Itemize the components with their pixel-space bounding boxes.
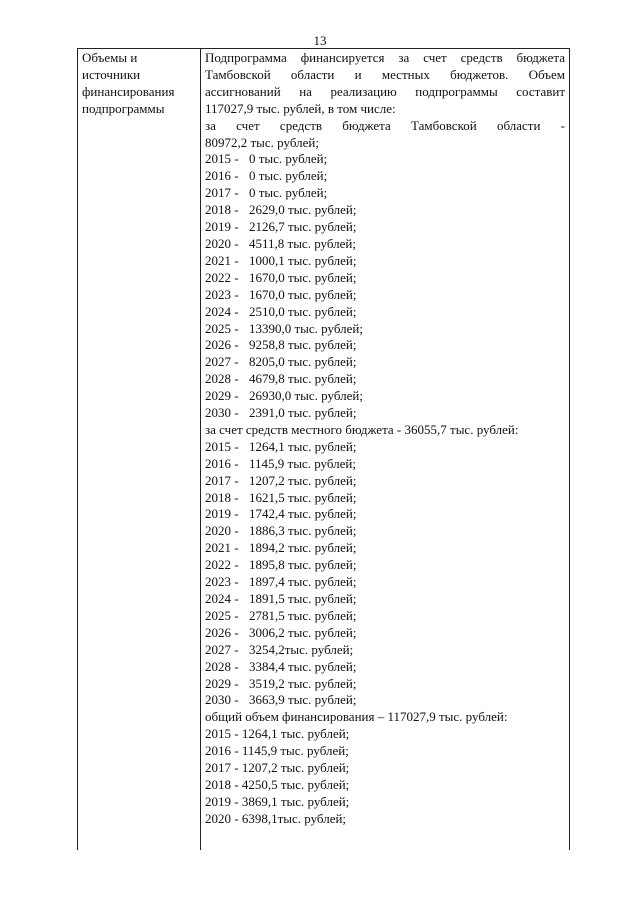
amount-value: 2126,7 тыс. рублей; xyxy=(249,219,357,235)
year-label: 2025 - xyxy=(205,607,239,623)
year-label: 2017 - xyxy=(205,185,239,201)
amount-value: 1894,2 тыс. рублей; xyxy=(249,540,357,556)
amount-value: 13390,0 тыс. рублей; xyxy=(249,320,363,336)
year-label: 2024 - xyxy=(205,303,239,319)
total-financing-list xyxy=(205,726,565,827)
local-budget-item xyxy=(205,506,565,523)
year-label: 2020 - xyxy=(205,235,239,251)
year-label: 2016 - xyxy=(205,168,239,184)
local-budget-item xyxy=(205,591,565,608)
year-label: 2019 - xyxy=(205,506,239,522)
row-label-line: источники xyxy=(82,66,141,82)
amount-value: 2510,0 тыс. рублей; xyxy=(249,303,357,319)
year-label: 2021 - xyxy=(205,252,239,268)
regional-budget-item xyxy=(205,185,565,202)
amount-value: 4679,8 тыс. рублей; xyxy=(249,371,357,387)
amount-value: 1670,0 тыс. рублей; xyxy=(249,286,357,302)
local-budget-item xyxy=(205,642,565,659)
local-budget-item xyxy=(205,608,565,625)
intro-line: ассигнований на реализацию подпрограммы составит xyxy=(205,83,565,99)
year-label: 2030 - xyxy=(205,405,239,421)
year-label: 2022 - xyxy=(205,557,239,573)
regional-budget-item xyxy=(205,151,565,168)
intro-line: 117027,9 тыс. рублей, в том числе: xyxy=(205,100,396,116)
regional-budget-item xyxy=(205,388,565,405)
local-budget-item xyxy=(205,439,565,456)
amount-value: 1670,0 тыс. рублей; xyxy=(249,269,357,285)
amount-value: 2391,0 тыс. рублей; xyxy=(249,405,357,421)
regional-budget-item xyxy=(205,405,565,422)
amount-value: 1621,5 тыс. рублей; xyxy=(249,489,357,505)
amount-value: 1742,4 тыс. рублей; xyxy=(249,506,357,522)
amount-value: 9258,8 тыс. рублей; xyxy=(249,337,357,353)
total-financing-item: 2019 - 3869,1 тыс. рублей; xyxy=(205,793,350,809)
year-label: 2018 - xyxy=(205,489,239,505)
year-label: 2026 - xyxy=(205,624,239,640)
amount-value: 3254,2тыс. рублей; xyxy=(249,641,354,657)
year-label: 2029 - xyxy=(205,675,239,691)
year-label: 2016 - xyxy=(205,455,239,471)
amount-value: 4511,8 тыс. рублей; xyxy=(249,235,356,251)
page-number: 13 xyxy=(313,33,327,48)
local-budget-item xyxy=(205,574,565,591)
amount-value: 1895,8 тыс. рублей; xyxy=(249,557,357,573)
amount-value: 1000,1 тыс. рублей; xyxy=(249,252,357,268)
row-label-line: Объемы и xyxy=(82,50,138,65)
row-label-line: подпрограммы xyxy=(82,100,165,116)
year-label: 2015 - xyxy=(205,438,239,454)
column-divider xyxy=(200,49,201,850)
amount-value: 1886,3 тыс. рублей; xyxy=(249,523,357,539)
regional-budget-item xyxy=(205,253,565,270)
local-budget-heading: за счет средств местного бюджета - 36055,7 тыс. рублей: xyxy=(205,421,519,437)
regional-budget-item xyxy=(205,287,565,304)
year-label: 2018 - xyxy=(205,202,239,218)
amount-value: 1897,4 тыс. рублей; xyxy=(249,574,357,590)
total-financing-heading: общий объем финансирования – 117027,9 тыс. рублей: xyxy=(205,709,508,725)
row-label-cell xyxy=(82,50,196,118)
regional-budget-item xyxy=(205,337,565,354)
amount-value: 3519,2 тыс. рублей; xyxy=(249,675,357,691)
year-label: 2028 - xyxy=(205,371,239,387)
total-financing-item: 2018 - 4250,5 тыс. рублей; xyxy=(205,776,350,792)
amount-value: 2629,0 тыс. рублей; xyxy=(249,202,357,218)
year-label: 2015 - xyxy=(205,151,239,167)
local-budget-item xyxy=(205,625,565,642)
year-label: 2027 - xyxy=(205,641,239,657)
year-label: 2023 - xyxy=(205,574,239,590)
row-content-cell xyxy=(205,50,565,828)
year-label: 2020 - xyxy=(205,523,239,539)
regional-budget-item xyxy=(205,321,565,338)
regional-budget-item xyxy=(205,354,565,371)
row-label-line: финансирования xyxy=(82,83,175,99)
local-budget-item xyxy=(205,540,565,557)
total-financing-item: 2020 - 6398,1тыс. рублей; xyxy=(205,810,347,826)
local-budget-item xyxy=(205,557,565,574)
regional-budget-item xyxy=(205,270,565,287)
total-financing-item: 2017 - 1207,2 тыс. рублей; xyxy=(205,760,350,776)
financing-table xyxy=(77,48,570,850)
amount-value: 0 тыс. рублей; xyxy=(249,151,328,167)
intro-line: Подпрограмма финансируется за счет средств бюджета xyxy=(205,50,565,65)
local-budget-item xyxy=(205,659,565,676)
regional-budget-item xyxy=(205,168,565,185)
year-label: 2024 - xyxy=(205,591,239,606)
regional-budget-item xyxy=(205,371,565,388)
year-label: 2017 - xyxy=(205,472,239,488)
amount-value: 3384,4 тыс. рублей; xyxy=(249,658,357,674)
year-label: 2029 - xyxy=(205,388,239,404)
amount-value: 2781,5 тыс. рублей; xyxy=(249,607,357,623)
regional-budget-total: 80972,2 тыс. рублей; xyxy=(205,134,319,150)
amount-value: 1264,1 тыс. рублей; xyxy=(249,438,357,454)
year-label: 2021 - xyxy=(205,540,239,556)
amount-value: 3663,9 тыс. рублей; xyxy=(249,692,357,708)
year-label: 2030 - xyxy=(205,692,239,708)
amount-value: 0 тыс. рублей; xyxy=(249,168,328,184)
local-budget-item xyxy=(205,523,565,540)
regional-budget-heading: за счет средств бюджета Тамбовской области - xyxy=(205,117,565,133)
local-budget-item xyxy=(205,490,565,507)
amount-value: 1207,2 тыс. рублей; xyxy=(249,472,357,488)
year-label: 2022 - xyxy=(205,269,239,285)
amount-value: 1145,9 тыс. рублей; xyxy=(249,455,356,471)
local-budget-list xyxy=(205,439,565,710)
local-budget-item xyxy=(205,456,565,473)
regional-budget-item xyxy=(205,202,565,219)
intro-line: Тамбовской области и местных бюджетов. Объем xyxy=(205,66,565,82)
total-financing-item: 2016 - 1145,9 тыс. рублей; xyxy=(205,743,349,759)
regional-budget-list xyxy=(205,151,565,422)
year-label: 2026 - xyxy=(205,337,239,353)
amount-value: 3006,2 тыс. рублей; xyxy=(249,624,357,640)
amount-value: 26930,0 тыс. рублей; xyxy=(249,388,363,404)
regional-budget-item xyxy=(205,219,565,236)
amount-value: 1891,5 тыс. рублей; xyxy=(249,591,357,606)
year-label: 2019 - xyxy=(205,219,239,235)
regional-budget-item xyxy=(205,304,565,321)
year-label: 2027 - xyxy=(205,354,239,370)
amount-value: 8205,0 тыс. рублей; xyxy=(249,354,357,370)
year-label: 2025 - xyxy=(205,320,239,336)
year-label: 2023 - xyxy=(205,286,239,302)
local-budget-item xyxy=(205,676,565,693)
total-financing-item: 2015 - 1264,1 тыс. рублей; xyxy=(205,726,350,742)
local-budget-item xyxy=(205,692,565,709)
local-budget-item xyxy=(205,473,565,490)
regional-budget-item xyxy=(205,236,565,253)
year-label: 2028 - xyxy=(205,658,239,674)
amount-value: 0 тыс. рублей; xyxy=(249,185,328,201)
